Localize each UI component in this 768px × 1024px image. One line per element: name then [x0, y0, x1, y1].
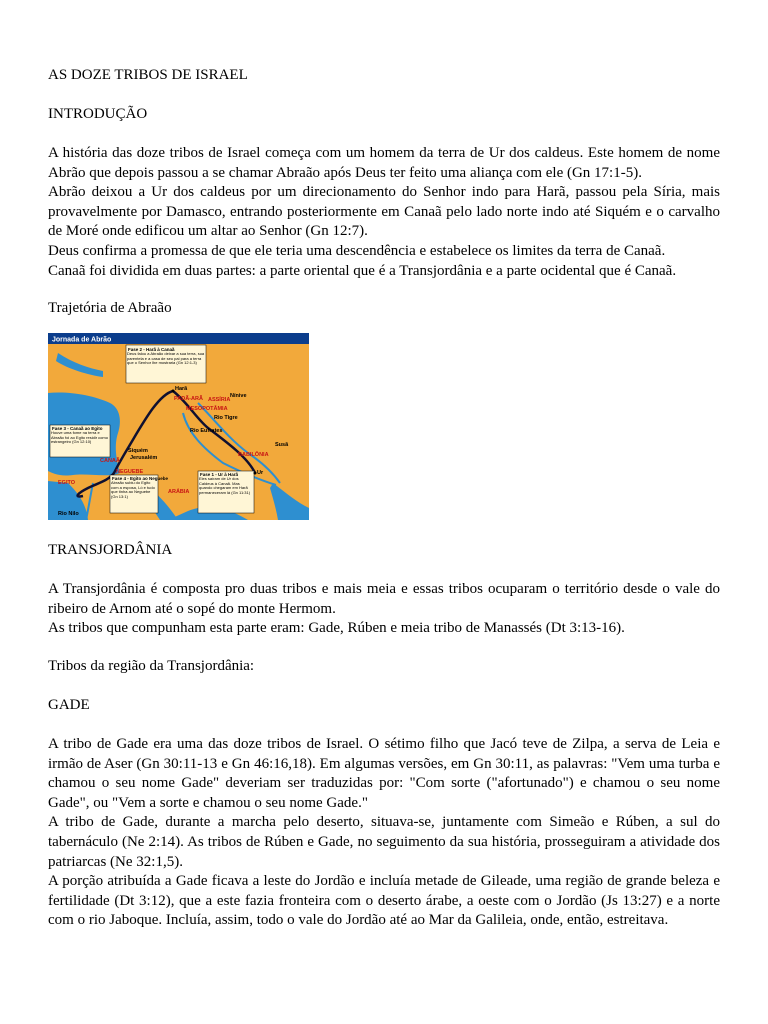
transjordania-paragraph: A Transjordânia é composta pro duas tribos e mais meia e essas tribos ocuparam o território desde o vale do ribeiro de Arnom até o sopé do monte Hermom.	[48, 581, 720, 617]
phase1-text: Eles saíram de Ur dos Caldeus à Canaã. Mas quando chegaram em Harã permaneceram lá (Gn 11:31)	[199, 477, 251, 495]
intro-heading: INTRODUÇÃO	[48, 106, 148, 122]
transjordania-body	[48, 580, 720, 639]
phase3-box	[50, 425, 110, 457]
map-title: Jornada de Abrão	[52, 336, 112, 344]
place-padan-ara: PADÃ-ARÃ	[174, 396, 203, 402]
intro-body	[48, 144, 720, 281]
place-mesopotamia: MESOPOTÂMIA	[186, 406, 228, 412]
intro-paragraph: Deus confirma a promessa de que ele teria uma descendência e estabelece os limites da terra de Canaã.	[48, 242, 666, 259]
transjordania-heading: TRANSJORDÂNIA	[48, 542, 173, 558]
map-caption: Trajetória de Abraão	[48, 300, 172, 316]
place-ur: Ur	[257, 470, 264, 476]
place-rio-eufrates: Rio Eufrates	[190, 428, 223, 434]
place-babilonia: BABILÔNIA	[238, 452, 269, 458]
phase1-box	[198, 471, 254, 513]
gade-body	[48, 735, 720, 931]
tribos-heading: Tribos da região da Transjordânia:	[48, 658, 255, 674]
abraham-journey-map	[48, 333, 309, 520]
phase2-title: Fase 2 - Harã à Canaã	[128, 347, 175, 352]
phase4-text: Abraão subiu do Egito com a esposa, Ló e tudo que tinha ao Neguebe (Gn 13:1)	[111, 481, 155, 499]
gade-paragraph: A tribo de Gade era uma das doze tribos de Israel. O sétimo filho que Jacó teve de Zilpa, a serva de Leia e irmão de Aser (Gn 30:11-13 e Gn 46:16,18). Em algumas versões, em Gn 30:11, as palavras: "Vem uma turba e chamou o seu nome Gade" deveriam ser traduzidas por: "Com sorte ("afortunado") e chamou o seu nome Gade", ou "Vem a sorte e chamou o seu nome Gade."	[48, 736, 720, 811]
place-jerusalem: Jerusalém	[130, 455, 158, 461]
place-assiria: ASSÍRIA	[208, 397, 231, 403]
place-neguebe: NEGUEBE	[116, 469, 144, 475]
place-ninive: Nínive	[230, 393, 247, 399]
intro-paragraph: Canaã foi dividida em duas partes: a parte oriental que é a Transjordânia e a parte ocidental que é Canaã.	[48, 262, 677, 279]
place-arabia: ARÁBIA	[168, 489, 190, 495]
gade-paragraph: A tribo de Gade, durante a marcha pelo deserto, situava-se, juntamente com Simeão e Rúben, a sul do tabernáculo (Ne 2:14). As tribos de Rúben e Gade, no seguimento da sua história, prosseguiram a atividade dos patriarcas (Ne 32:1,5).	[48, 814, 720, 870]
phase2-text: Deus falou a Abraão deixar a sua terra, sua parentela e a casa de seu pai para a terra que o Senhor lhe mostraria (Gn 12:1-3)	[127, 352, 205, 366]
place-rio-tigre: Rio Tigre	[214, 415, 238, 421]
place-hara: Harã	[175, 386, 188, 392]
place-egito: EGITO	[58, 480, 76, 486]
gade-heading: GADE	[48, 697, 90, 713]
intro-paragraph: Abrão deixou a Ur dos caldeus por um direcionamento do Senhor indo para Harã, passou pela Síria, mais provavelmente por Damasco, entrando posteriormente em Canaã pelo lado norte indo até Siquém e o carvalho de Moré onde edificou um altar ao Senhor (Gn 12:7).	[48, 184, 720, 240]
place-rio-nilo: Rio Nilo	[58, 511, 79, 517]
place-susa: Susã	[275, 442, 289, 448]
phase1-title: Fase 1 - Ur à Harã	[200, 472, 239, 477]
phase4-title: Fase 4 - Egito ao Neguebe	[112, 476, 169, 481]
transjordania-paragraph: As tribos que compunham esta parte eram: Gade, Rúben e meia tribo de Manassés (Dt 3:13-16).	[48, 620, 625, 637]
place-siquem: Siquém	[128, 448, 148, 454]
place-canaa: CANAÃ	[100, 458, 120, 464]
document-title: AS DOZE TRIBOS DE ISRAEL	[48, 67, 248, 83]
phase3-title: Fase 3 - Canaã ao Egito	[52, 426, 103, 431]
gade-paragraph: A porção atribuída a Gade ficava a leste do Jordão e incluía metade de Gileade, uma região de grande beleza e fertilidade (Dt 3:12), que a este fazia fronteira com o deserto árabe, a oeste com o Jordão (Js 13:27) e a norte com o rio Jaboque. Incluía, assim, todo o vale do Jordão até ao Mar da Galileia, onde, então, estreitava.	[48, 873, 720, 929]
phase2-box	[126, 345, 206, 383]
phase3-text: Houve uma fome na terra e Abraão foi ao Egito residir como estrangeiro (Gn 12:10)	[51, 431, 108, 445]
intro-paragraph: A história das doze tribos de Israel começa com um homem da terra de Ur dos caldeus. Este homem de nome Abrão que depois passou a se chamar Abraão após Deus ter feito uma aliança com ele (Gn 17:1-5).	[48, 145, 720, 181]
